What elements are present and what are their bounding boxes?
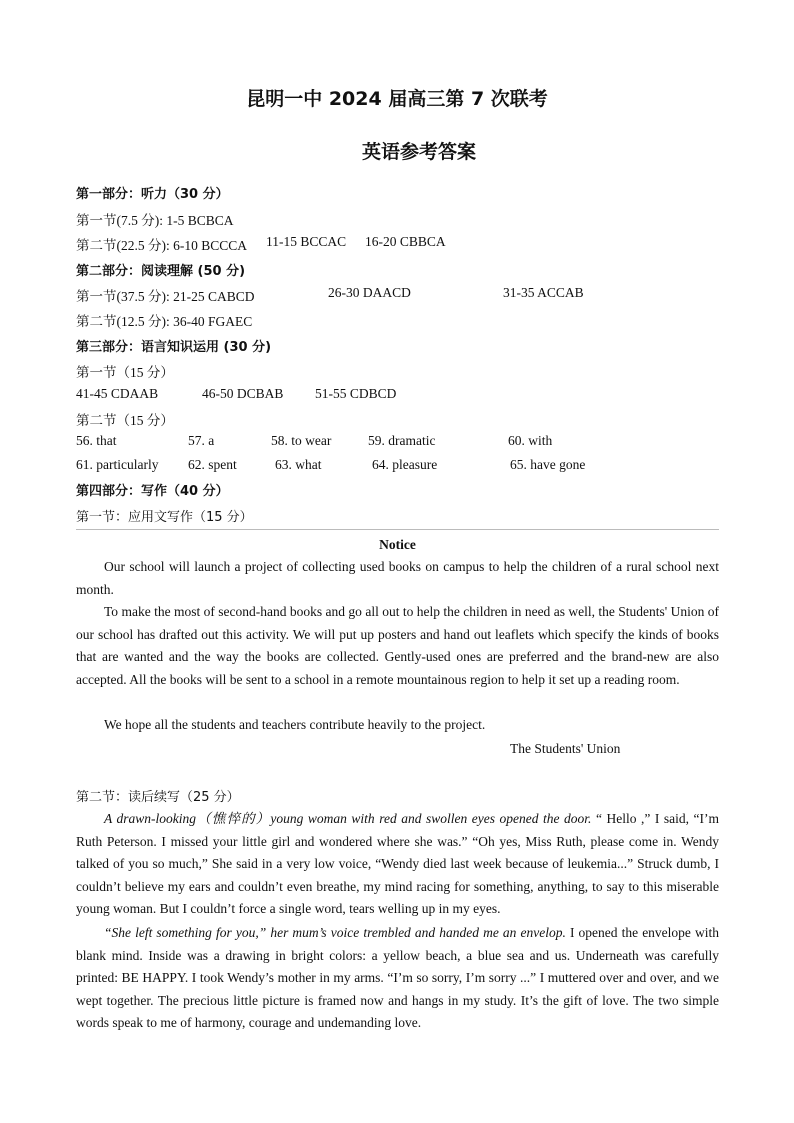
answer-cell: 64. pleasure bbox=[372, 457, 438, 472]
part3-heading: 第三部分：语言知识运用 (30 分) bbox=[76, 340, 272, 355]
story-p2-italic: “She left something for you,” her mum’s voice trembled and handed me an envelop. bbox=[104, 925, 566, 940]
part2-sec2: 第二节(12.5 分): 36-40 FGAEC bbox=[76, 314, 253, 329]
part1-sec2 bbox=[76, 234, 446, 254]
answer-cell: 62. spent bbox=[188, 457, 237, 472]
part1-heading: 第一部分：听力（30 分） bbox=[76, 187, 229, 202]
part1-sec2-c: 16-20 CBBCA bbox=[365, 234, 446, 249]
notice-title: Notice bbox=[379, 537, 416, 552]
answer-cell: 41-45 CDAAB bbox=[76, 386, 159, 401]
part2-heading: 第二部分：阅读理解 (50 分) bbox=[76, 264, 246, 279]
story-paragraph-1 bbox=[76, 808, 719, 921]
answer-cell: 63. what bbox=[275, 457, 322, 472]
answer-cell: 51-55 CDBCD bbox=[315, 386, 397, 401]
part2-sec1 bbox=[76, 285, 584, 305]
notice-paragraph-2: To make the most of second-hand books and go all out to help the children in need as well, the Students' Union of our school has drafted out this activity. We will put up posters and hand out leaflets which specify the kinds of books that are wanted and the way the books are collected. Gently-used ones are preferred and the brand-new are also accepted. All the books will be sent to a school in a remote mountainous region to help it set up a reading room. bbox=[76, 604, 719, 687]
part1-sec2-a: 第二节(22.5 分): 6-10 BCCCA bbox=[76, 238, 248, 253]
part3-row2 bbox=[76, 433, 553, 449]
part4-sec1: 第一节：应用文写作（15 分） bbox=[76, 510, 253, 525]
notice-paragraph-3: We hope all the students and teachers contribute heavily to the project. bbox=[104, 717, 486, 732]
part3-row3 bbox=[76, 457, 586, 473]
answer-key-title: 英语参考答案 bbox=[361, 141, 476, 163]
story-p2-text: I opened the envelope with blank mind. Inside was a drawing in bright colors: a yellow beach, a blue sea and us. Underneath was carefully printed: BE HAPPY. I took Wendy’s mother in my arms. “I’m so sorry, I’m sorry ...” I muttered over and over, and we wept together. The precious little picture is framed now and hangs in my study. It’s the gift of love. The two simple words speak to me of harmony, courage and undemanding love. bbox=[76, 925, 720, 1031]
part2-sec1-c: 31-35 ACCAB bbox=[503, 285, 584, 300]
part4-sec2: 第二节：读后续写（25 分） bbox=[76, 790, 240, 805]
answer-cell: 56. that bbox=[76, 433, 117, 448]
answer-cell: 57. a bbox=[188, 433, 215, 448]
answer-cell: 46-50 DCBAB bbox=[202, 386, 284, 401]
part3-sec2: 第二节（15 分） bbox=[76, 413, 174, 428]
part1-sec2-b: 11-15 BCCAC bbox=[266, 234, 347, 249]
answer-cell: 61. particularly bbox=[76, 457, 159, 472]
part2-sec1-a: 第一节(37.5 分): 21-25 CABCD bbox=[76, 289, 255, 304]
answer-cell: 65. have gone bbox=[510, 457, 586, 472]
answer-cell: 60. with bbox=[508, 433, 553, 448]
part4-heading: 第四部分：写作（40 分） bbox=[76, 484, 229, 499]
part2-sec1-b: 26-30 DAACD bbox=[328, 285, 411, 300]
divider bbox=[76, 529, 719, 530]
exam-title: 昆明一中 2024 届高三第 7 次联考 bbox=[246, 88, 548, 110]
notice-signature: The Students' Union bbox=[510, 741, 621, 756]
part1-sec1: 第一节(7.5 分): 1-5 BCBCA bbox=[76, 213, 234, 228]
story-p1-italic: A drawn-looking（憔悴的）young woman with red and swollen eyes opened the door. bbox=[104, 811, 592, 826]
answer-cell: 58. to wear bbox=[271, 433, 332, 448]
story-p1-text: “ Hello ,” I said, “I’m Ruth Peterson. I missed your little girl and wondered where she was.” “Oh yes, Miss Ruth, please come in. Wendy talked of you so much,” She said in a very low voice, “Wendy died last week because of leukemia...” Struck dumb, I couldn’t believe my ears and couldn’t even breathe, my mind racing for something, anything, to say to this miserable young woman. But I couldn’t force a single word, tears welling up in my eyes. bbox=[76, 811, 719, 917]
part3-sec1: 第一节（15 分） bbox=[76, 365, 174, 380]
answer-cell: 59. dramatic bbox=[368, 433, 436, 448]
notice-paragraph-1: Our school will launch a project of collecting used books on campus to help the children of a rural school next month. bbox=[76, 559, 719, 597]
part3-row1 bbox=[76, 386, 397, 402]
story-paragraph-2 bbox=[76, 922, 719, 1035]
